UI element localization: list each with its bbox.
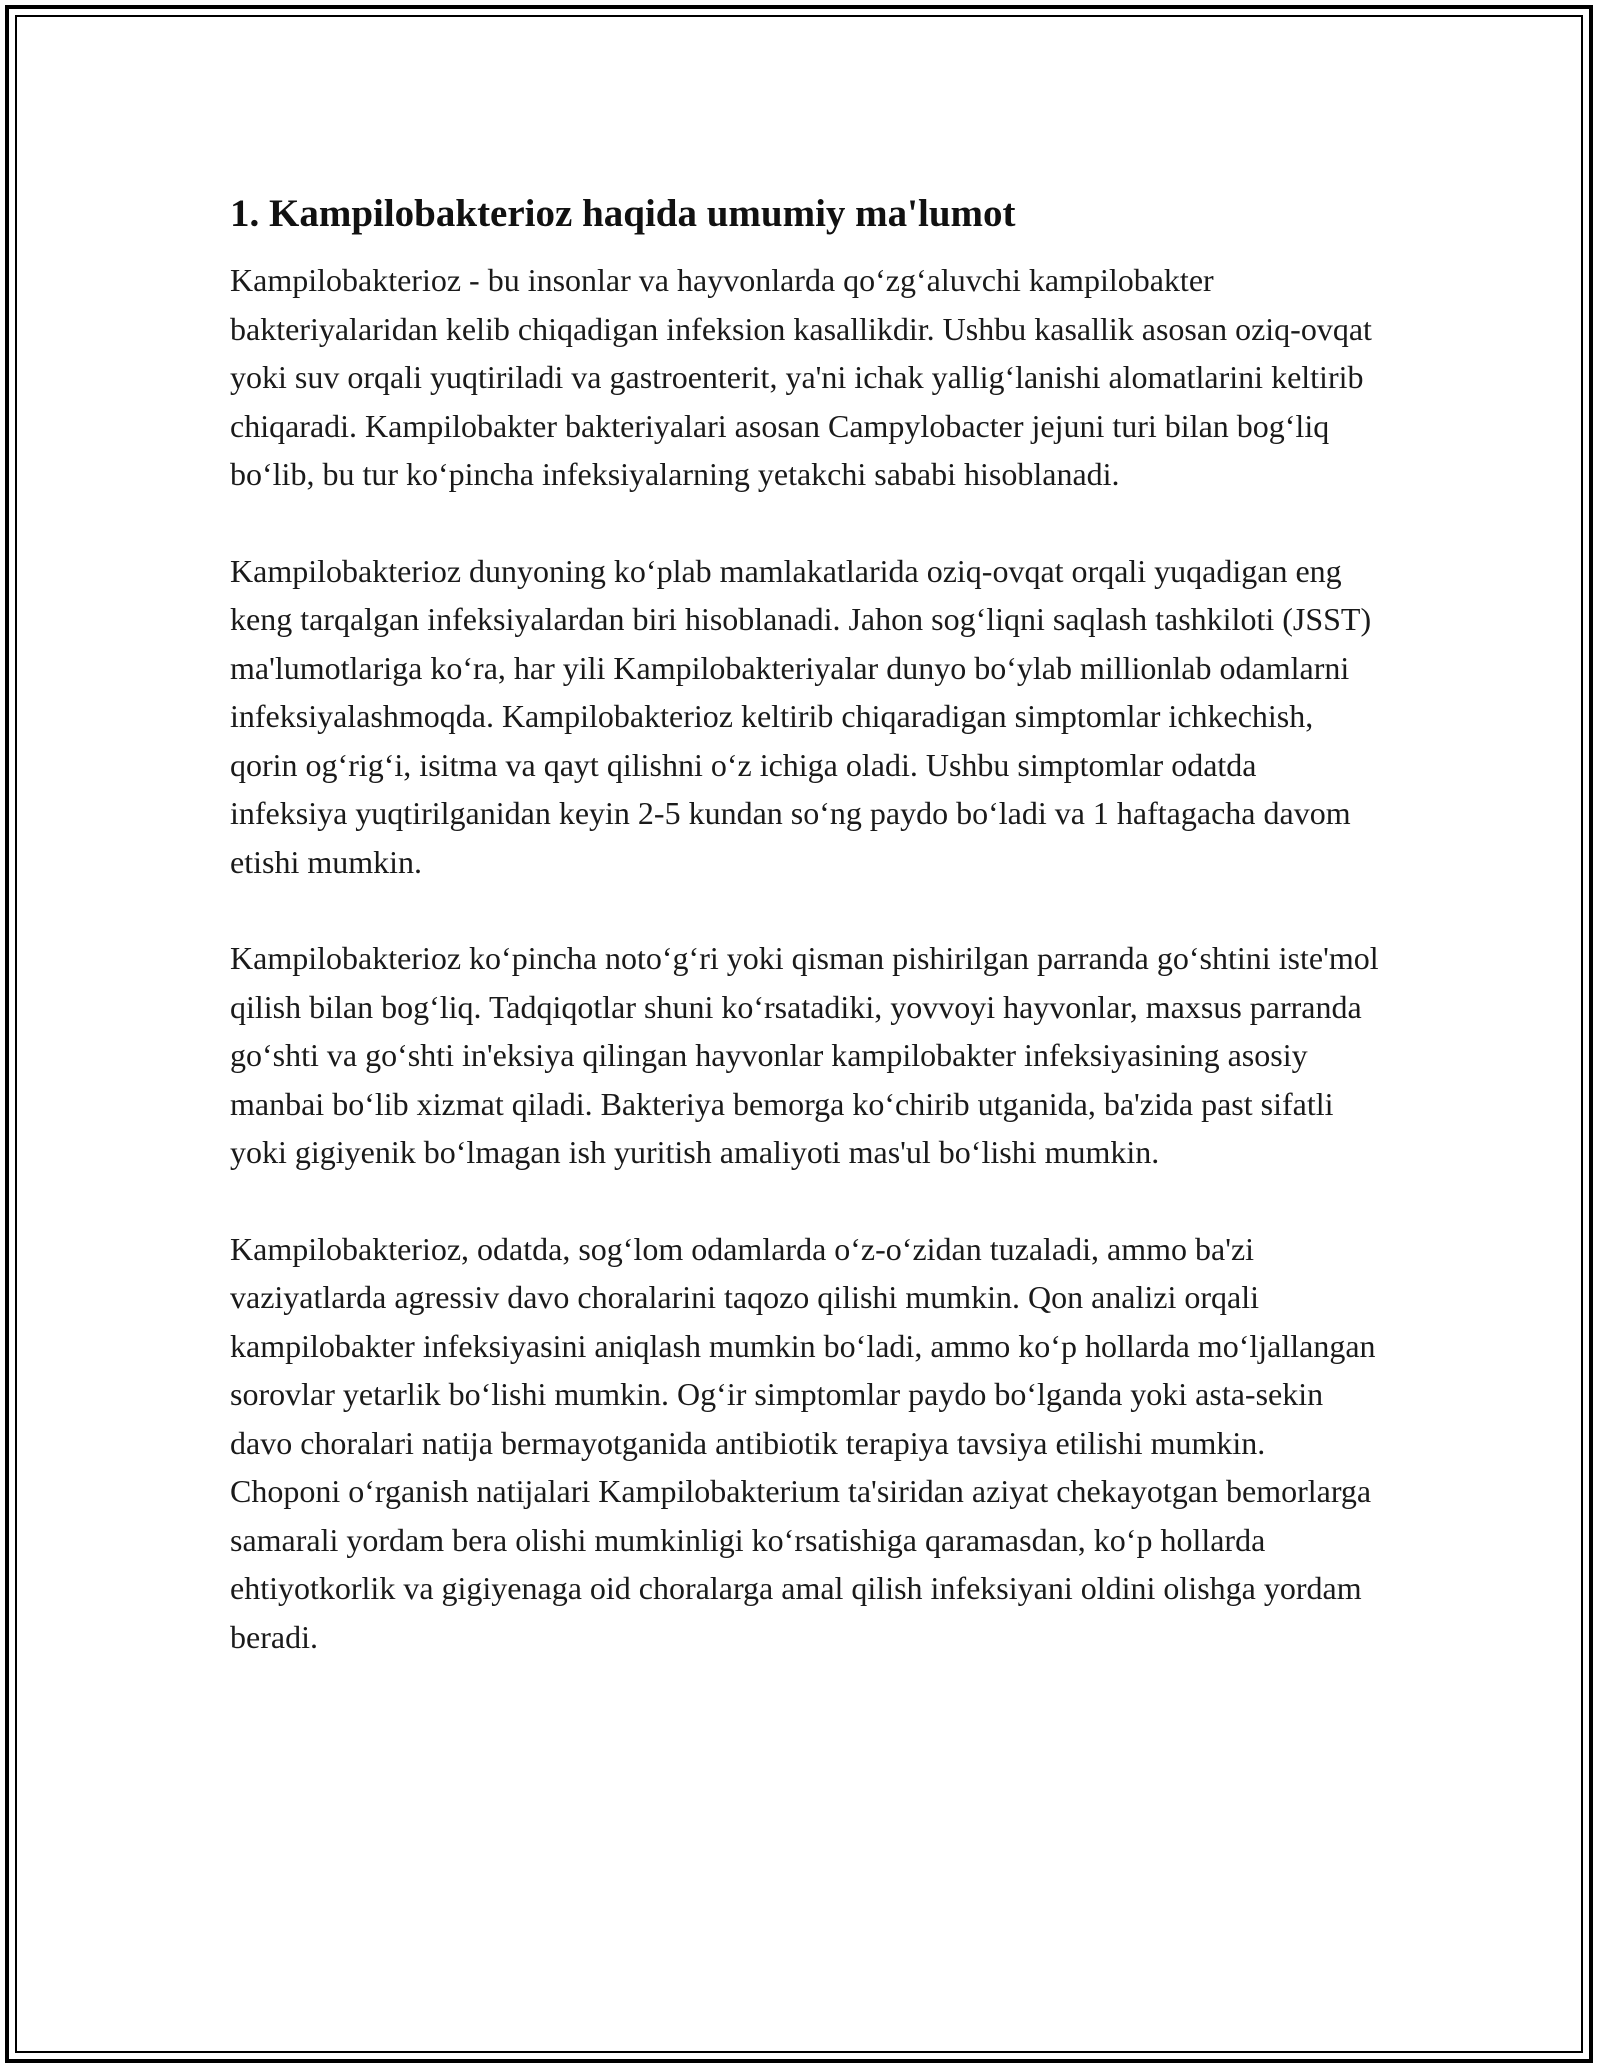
paragraph-3: Kampilobakterioz ko‘pincha noto‘g‘ri yoki qisman pishirilgan parranda go‘shtini iste'mol qilish bilan bog‘liq. Tadqiqotlar shuni ko‘rsatadiki, yovvoyi hayvonlar, maxsus parranda go‘shti va go‘shti in'eksiya qilingan hayvonlar kampilobakter infeksiyasining asosiy manbai bo‘lib xizmat qiladi. Bakteriya bemorga ko‘chirib utganida, ba'zida past sifatli yoki gigiyenik bo‘lmagan ish yuritish amaliyoti mas'ul bo‘lishi mumkin. <box>230 940 1379 1170</box>
paragraph-2: Kampilobakterioz dunyoning ko‘plab mamlakatlarida oziq-ovqat orqali yuqadigan eng keng tarqalgan infeksiyalardan biri hisoblanadi. Jahon sog‘liqni saqlash tashkiloti (JSST) ma'lumotlariga ko‘ra, har yili Kampilobakteriyalar dunyo bo‘ylab millionlab odamlarni infeksiyalashmoqda. Kampilobakterioz keltirib chiqaradigan simptomlar ichkechish, qorin og‘rig‘i, isitma va qayt qilishni o‘z ichiga oladi. Ushbu simptomlar odatda infeksiya yuqtirilganidan keyin 2-5 kundan so‘ng paydo bo‘ladi va 1 haftagacha davom etishi mumkin. <box>230 552 1372 880</box>
paragraph-1: Kampilobakterioz - bu insonlar va hayvonlarda qo‘zg‘aluvchi kampilobakter bakteriyalaridan kelib chiqadigan infeksion kasallikdir. Ushbu kasallik asosan oziq-ovqat yoki suv orqali yuqtiriladi va gastroenterit, ya'ni ichak yallig‘lanishi alomatlarini keltirib chiqaradi. Kampilobakter bakteriyalari asosan Campylobacter jejuni turi bilan bog‘liq bo‘lib, bu tur ko‘pincha infeksiyalarning yetakchi sababi hisoblanadi. <box>230 262 1372 492</box>
section-heading: 1. Kampilobakterioz haqida umumiy ma'lumot <box>230 192 1016 235</box>
document-body <box>230 188 1380 1709</box>
paragraph-4: Kampilobakterioz, odatda, sog‘lom odamlarda o‘z-o‘zidan tuzaladi, ammo ba'zi vaziyatlarda agressiv davo choralarini taqozo qilishi mumkin. Qon analizi orqali kampilobakter infeksiyasini aniqlash mumkin bo‘ladi, ammo ko‘p hollarda mo‘ljallangan sorovlar yetarlik bo‘lishi mumkin. Og‘ir simptomlar paydo bo‘lganda yoki asta-sekin davo choralari natija bermayotganida antibiotik terapiya tavsiya etilishi mumkin. Choponi o‘rganish natijalari Kampilobakterium ta'siridan aziyat chekayotgan bemorlarga samarali yordam bera olishi mumkinligi ko‘rsatishiga qaramasdan, ko‘p hollarda ehtiyotkorlik va gigiyenaga oid choralarga amal qilish infeksiyani oldini olishga yordam beradi. <box>230 1230 1376 1655</box>
